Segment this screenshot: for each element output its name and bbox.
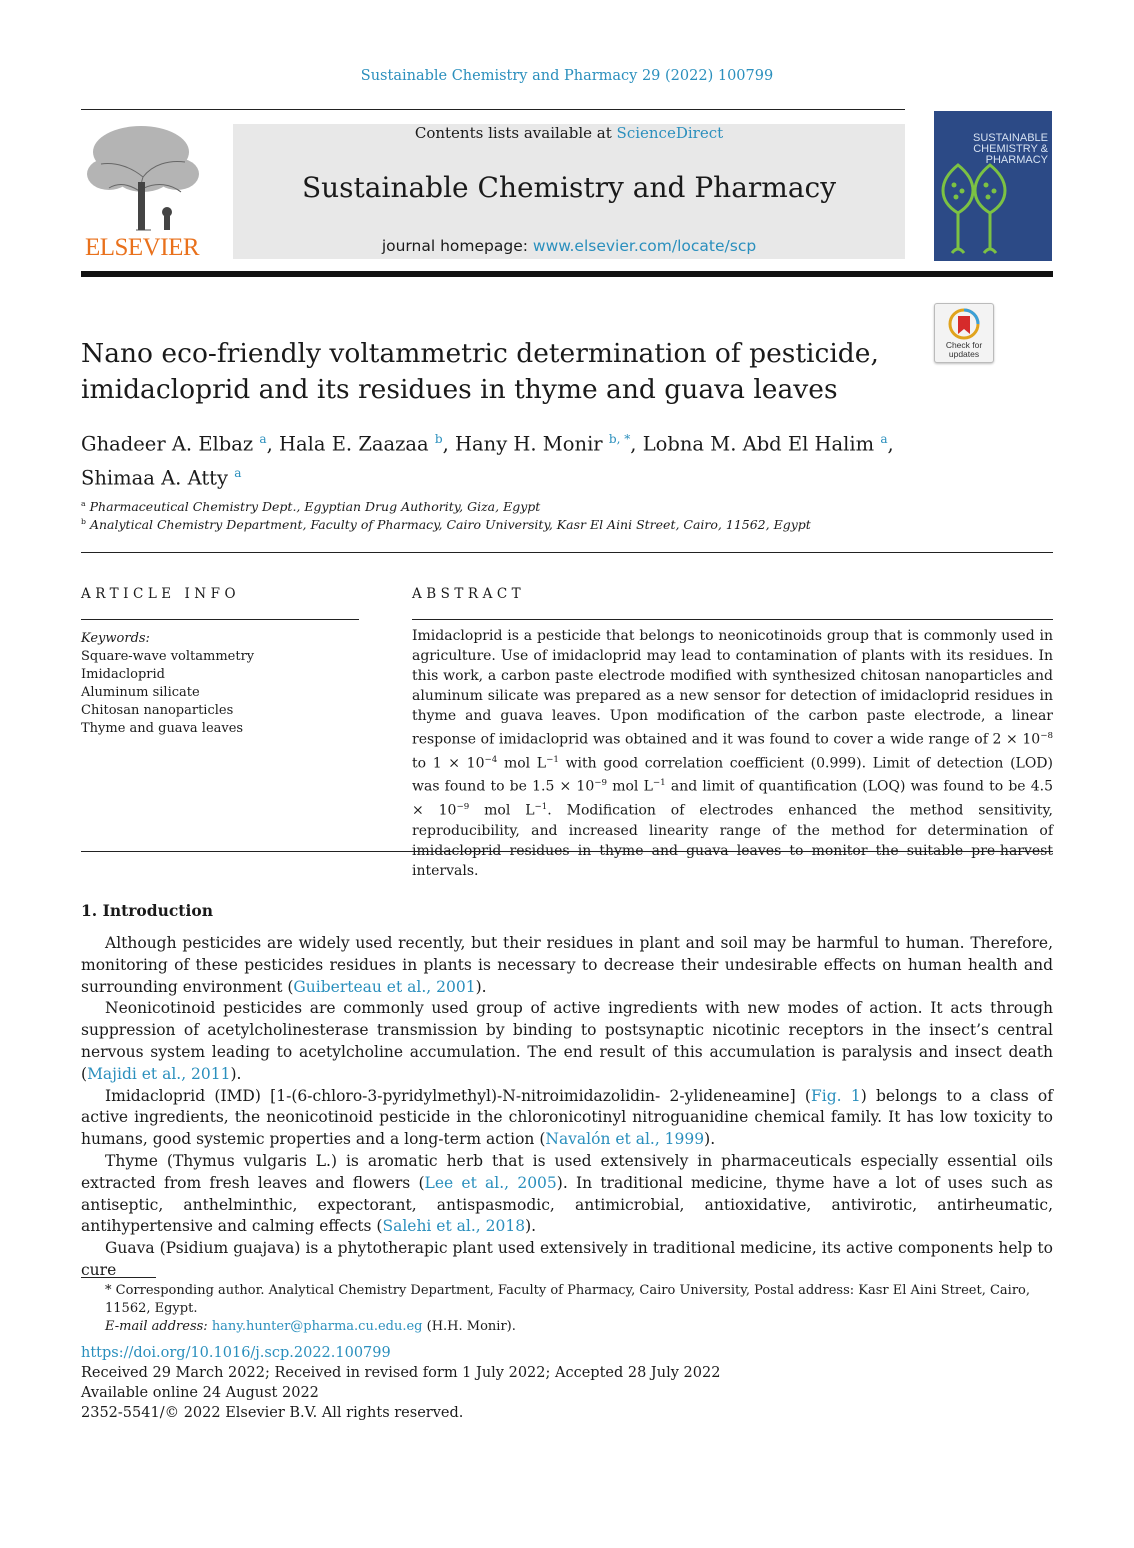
exponent: −1 [546, 754, 559, 765]
affiliation-b [81, 517, 811, 532]
exponent: −8 [1040, 731, 1053, 741]
check-updates-line: updates [948, 349, 980, 359]
check-updates-line: Check for [945, 340, 983, 350]
citation-link[interactable]: Lee et al., 2005 [424, 1173, 557, 1192]
abstract-segment: Imidacloprid is a pesticide that belongs to neonicotinoids group that is commonly used in agriculture. Use of imidacloprid may lead to contamination of plants with its residues. In this work, a carbon paste electrode modified with synthesized chitosan nanoparticles and aluminum silicate was prepared as a new sensor for detection of imidacloprid residues in thyme and guava leaves. Upon modification of the carbon paste electrode, a linear response of imidacloprid was obtained and it was found to cover a wide range of 2 × 10 [412, 628, 1053, 748]
available-online: Available online 24 August 2022 [81, 1385, 319, 1401]
header-thick-rule [81, 271, 1053, 277]
footnote-rule [81, 1277, 156, 1278]
author-name[interactable]: Ghadeer A. Elbaz [81, 432, 254, 456]
exponent: −9 [594, 778, 608, 789]
cover-title-line: CHEMISTRY & [973, 143, 1048, 155]
text-run: ). [704, 1130, 716, 1149]
contents-prefix: Contents lists available at [414, 124, 617, 142]
abstract-body [412, 626, 1053, 881]
introduction-body [81, 933, 1053, 1282]
affiliation-sup: a [81, 499, 86, 508]
keyword: Square-wave voltammetry [81, 649, 255, 664]
keyword: Thyme and guava leaves [81, 721, 244, 736]
email-note [81, 1318, 1053, 1336]
abstract-bottom-rule [81, 851, 1053, 852]
email-link[interactable]: hany.hunter@pharma.cu.edu.eg [211, 1319, 423, 1334]
author-affil-sup[interactable]: a [880, 432, 888, 446]
figure-link[interactable]: Fig. 1 [810, 1086, 861, 1105]
email-suffix: (H.H. Monir). [422, 1319, 516, 1334]
homepage-link[interactable]: www.elsevier.com/locate/scp [532, 237, 757, 255]
introduction-heading: 1. Introduction [81, 901, 213, 920]
author-affil-sup[interactable]: a [234, 465, 242, 480]
section-rule [81, 552, 1053, 553]
text-run: Imidacloprid (IMD) [1-(6-chloro-3-pyridylmethyl)-N-nitroimidazolidin- 2-ylideneamine] ( [105, 1086, 811, 1105]
journal-banner [233, 124, 905, 259]
check-for-updates-badge[interactable] [934, 303, 994, 363]
author-sep: , [266, 432, 279, 456]
cover-title-line: PHARMACY [985, 154, 1048, 166]
author-affil-sup[interactable]: b, * [608, 432, 631, 446]
article-info-rule [81, 619, 359, 620]
abstract-rule [412, 619, 1053, 620]
exponent: −9 [456, 801, 470, 812]
corresponding-author-note: * Corresponding author. Analytical Chemistry Department, Faculty of Pharmacy, Cairo University, Postal address: Kasr El Aini Street, Cairo, 11562, Egypt. [105, 1283, 1030, 1316]
author-sep: , [887, 432, 894, 456]
journal-reference[interactable]: Sustainable Chemistry and Pharmacy 29 (2022) 100799 [360, 68, 774, 84]
keyword: Imidacloprid [81, 667, 165, 682]
affiliation-a [81, 499, 540, 514]
paragraph [81, 933, 1053, 998]
citation-link[interactable]: Salehi et al., 2018 [382, 1217, 526, 1236]
doi-link[interactable]: https://doi.org/10.1016/j.scp.2022.100799 [81, 1345, 391, 1361]
text-run: ). [525, 1217, 537, 1236]
abstract-segment: to 1 × 10 [412, 755, 485, 772]
affiliation-sup: b [81, 517, 86, 526]
text-run: ). [230, 1064, 242, 1083]
keywords-label: Keywords: [81, 631, 150, 646]
exponent: −1 [534, 801, 548, 812]
paragraph: Guava (Psidium guajava) is a phytotherapic plant used extensively in traditional medicine, its active components help to cure [81, 1239, 1053, 1279]
abstract-segment: mol L [497, 755, 547, 772]
bookmark-icon [948, 308, 980, 340]
text-run: Neonicotinoid pesticides are commonly used group of active ingredients with new modes of action. It acts through suppression of acetylcholinesterase transmission by binding to postsynaptic nicotinic receptors in the insect’s central nervous system leading to acetylcholine accumulation. The end result of this accumulation is paralysis and insect death ( [81, 999, 1053, 1083]
header-rule [81, 109, 905, 110]
citation-link[interactable]: Guiberteau et al., 2001 [293, 977, 476, 996]
article-info-heading: ARTICLE INFO [81, 586, 241, 602]
keyword: Aluminum silicate [81, 685, 200, 700]
elsevier-logo [81, 122, 203, 262]
paragraph [81, 1086, 1053, 1151]
abstract-segment: with good correlation coefficient (0.999). Limit of detection (LOD) was found to be 1.5 × 10 [412, 755, 1053, 795]
citation-link[interactable]: Navalón et al., 1999 [545, 1130, 705, 1149]
tree-icon [81, 122, 203, 232]
text-run: ) belongs to a class of active ingredients, the neonicotinoid pesticide in the chloronicotinyl nitroguanidine chemical family. It has low toxicity to humans, good systemic properties and a long-term action ( [81, 1086, 1053, 1149]
title-line: imidacloprid and its residues in thyme and guava leaves [81, 374, 838, 405]
exponent: −4 [484, 754, 498, 765]
author-affil-sup[interactable]: a [259, 432, 267, 446]
author-name[interactable]: Hany H. Monir [455, 432, 603, 456]
affiliation-text: Analytical Chemistry Department, Faculty of Pharmacy, Cairo University, Kasr El Aini Street, Cairo, 11562, Egypt [89, 517, 811, 533]
cover-title-line: SUSTAINABLE [973, 132, 1048, 144]
footnotes [81, 1282, 1053, 1336]
paragraph [81, 998, 1053, 1085]
received-dates: Received 29 March 2022; Received in revised form 1 July 2022; Accepted 28 July 2022 [81, 1365, 721, 1381]
publication-info [81, 1343, 1053, 1423]
author-name[interactable]: Lobna M. Abd El Halim [642, 432, 875, 456]
author-name[interactable]: Hala E. Zaazaa [279, 432, 429, 456]
author-affil-sup[interactable]: b [434, 432, 443, 446]
author-list [81, 425, 981, 492]
contents-line [233, 124, 905, 142]
check-updates-label [935, 341, 993, 359]
affiliation-text: Pharmaceutical Chemistry Dept., Egyptian Drug Authority, Giza, Egypt [89, 499, 541, 515]
exponent: −1 [652, 778, 666, 789]
author-name[interactable]: Shimaa A. Atty [81, 466, 229, 489]
journal-title: Sustainable Chemistry and Pharmacy [301, 171, 837, 204]
text-run: ). [475, 977, 487, 996]
author-sep: , [630, 432, 643, 456]
article-title [81, 336, 911, 408]
abstract-segment: mol L [469, 802, 535, 819]
email-label: E-mail address: [105, 1319, 212, 1334]
author-sep: , [442, 432, 455, 456]
title-line: Nano eco-friendly voltammetric determination of pesticide, [81, 338, 879, 369]
homepage-prefix: journal homepage: [381, 237, 533, 255]
copyright: 2352-5541/© 2022 Elsevier B.V. All rights reserved. [81, 1405, 464, 1421]
text-run: Thyme (Thymus vulgaris L.) is aromatic herb that is used extensively in pharmaceuticals especially essential oils extracted from fresh leaves and flowers ( [81, 1151, 1053, 1192]
keywords-block [81, 630, 361, 738]
abstract-segment: mol L [607, 778, 653, 795]
journal-cover[interactable] [934, 111, 1052, 261]
elsevier-wordmark: ELSEVIER [84, 234, 200, 261]
keyword: Chitosan nanoparticles [81, 703, 234, 718]
text-run: ). In traditional medicine, thyme have a lot of uses such as antiseptic, anthelminthic, expectorant, antispasmodic, antimicrobial, antioxidative, antivirotic, antirheumatic, antihypertensive and calming effects ( [81, 1173, 1053, 1236]
text-run: Although pesticides are widely used recently, but their residues in plant and soil may be harmful to human. Therefore, monitoring of these pesticides residues in plants is necessary to decrease their undesirable effects on human health and surrounding environment ( [81, 934, 1053, 996]
sciencedirect-link[interactable]: ScienceDirect [616, 124, 724, 142]
paragraph [81, 1151, 1053, 1238]
abstract-heading: ABSTRACT [412, 586, 526, 602]
abstract-segment: . Modification of electrodes enhanced the method sensitivity, reproducibility, and increased linearity range of the method for determination of imidacloprid residues in thyme and guava leaves to monitor the suitable pre-harvest intervals. [412, 802, 1053, 879]
homepage-line [233, 237, 905, 255]
leaf-icon [934, 161, 1052, 261]
citation-link[interactable]: Majidi et al., 2011 [87, 1064, 231, 1083]
abstract-segment: and limit of quantification (LOQ) was found to be 4.5 × 10 [412, 778, 1054, 819]
